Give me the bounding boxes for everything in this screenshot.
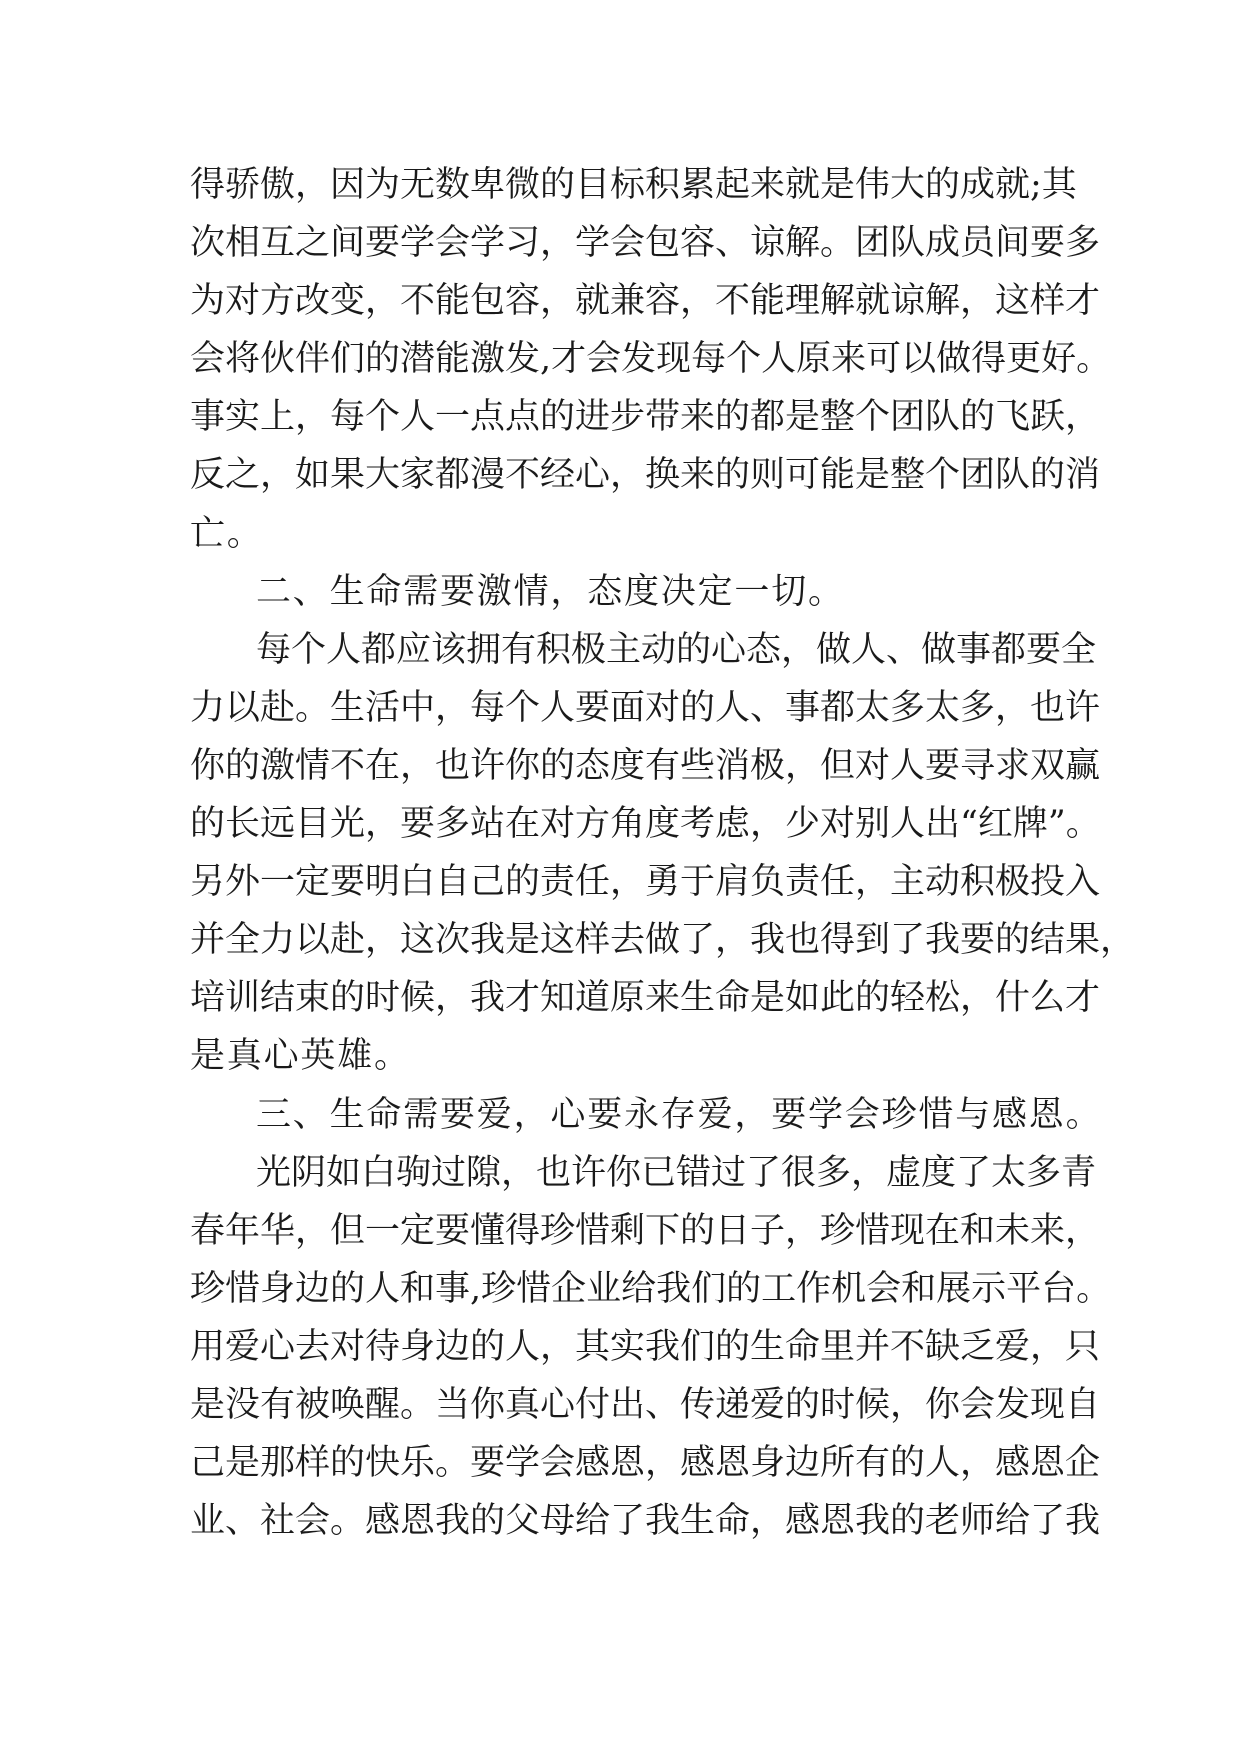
paragraph-line: 每个人都应该拥有积极主动的心态，做人、做事都要全	[256, 629, 1097, 670]
paragraph-line: 是真心英雄。	[190, 1036, 411, 1077]
paragraph-line: 己是那样的快乐。要学会感恩，感恩身边所有的人，感恩企	[190, 1443, 1101, 1484]
paragraph-line: 反之，如果大家都漫不经心，换来的则可能是整个团队的消	[190, 455, 1101, 496]
paragraph-line: 力以赴。生活中，每个人要面对的人、事都太多太多，也许	[190, 687, 1101, 728]
paragraph-line: 另外一定要明白自己的责任，勇于肩负责任，主动积极投入	[190, 862, 1101, 903]
paragraph-line: 春年华，但一定要懂得珍惜剩下的日子，珍惜现在和未来，	[190, 1210, 1101, 1251]
paragraph-line: 你的激情不在，也许你的态度有些消极，但对人要寻求双赢	[190, 745, 1101, 786]
paragraph-line: 业、社会。感恩我的父母给了我生命，感恩我的老师给了我	[190, 1501, 1101, 1542]
paragraph-line: 培训结束的时候，我才知道原来生命是如此的轻松，什么才	[190, 978, 1101, 1019]
paragraph-line: 次相互之间要学会学习，学会包容、谅解。团队成员间要多	[190, 223, 1101, 264]
section-heading: 三、生命需要爱，心要永存爱，要学会珍惜与感恩。	[256, 1094, 1103, 1135]
paragraph-line: 是没有被唤醒。当你真心付出、传递爱的时候，你会发现自	[190, 1384, 1101, 1425]
paragraph-line: 得骄傲，因为无数卑微的目标积累起来就是伟大的成就;其	[190, 165, 1077, 205]
paragraph-line: 为对方改变，不能包容，就兼容，不能理解就谅解，这样才	[190, 281, 1101, 322]
paragraph-line: 并全力以赴，这次我是这样去做了，我也得到了我要的结果，	[190, 920, 1136, 961]
section-heading: 二、生命需要激情，态度决定一切。	[256, 571, 845, 612]
document-body	[190, 156, 1136, 1550]
paragraph-line: 亡。	[190, 513, 264, 554]
paragraph-line: 事实上，每个人一点点的进步带来的都是整个团队的飞跃，	[190, 397, 1101, 438]
paragraph-line: 珍惜身边的人和事,珍惜企业给我们的工作机会和展示平台。	[190, 1268, 1112, 1309]
paragraph-line: 光阴如白驹过隙，也许你已错过了很多，虚度了太多青	[256, 1152, 1097, 1193]
paragraph-line: 的长远目光，要多站在对方角度考虑，少对别人出“红牌”。	[190, 804, 1101, 845]
paragraph-line: 会将伙伴们的潜能激发,才会发现每个人原来可以做得更好。	[190, 339, 1112, 380]
paragraph-line: 用爱心去对待身边的人，其实我们的生命里并不缺乏爱，只	[190, 1326, 1101, 1367]
